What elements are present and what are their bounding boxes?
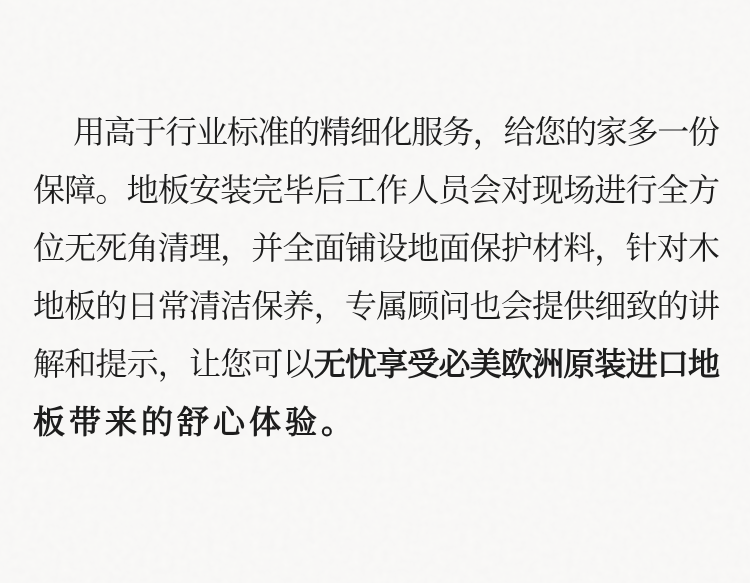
text-line-1 (33, 103, 718, 161)
text-line-3 (33, 219, 718, 277)
text-line-1-text: 用高于行业标准的精细化服务，给您的家多一份 (73, 114, 718, 150)
text-line-4 (33, 277, 718, 335)
text-line-5 (33, 335, 718, 393)
text-line-5-bold-text: 无忧享受必美欧洲原装进口地 (313, 346, 718, 382)
text-line-4-text: 地板的日常清洁保养，专属顾问也会提供细致的讲 (33, 288, 718, 324)
body-paragraph (33, 103, 718, 451)
text-line-3-text: 位无死角清理，并全面铺设地面保护材料，针对木 (33, 230, 718, 266)
text-line-2 (33, 161, 718, 219)
text-line-6 (33, 393, 718, 451)
text-line-6-bold-text: 板带来的舒心体验。 (33, 404, 358, 440)
text-line-2-text: 保障。地板安装完毕后工作人员会对现场进行全方 (33, 172, 718, 208)
text-line-5-regular-text: 解和提示，让您可以 (33, 346, 314, 382)
